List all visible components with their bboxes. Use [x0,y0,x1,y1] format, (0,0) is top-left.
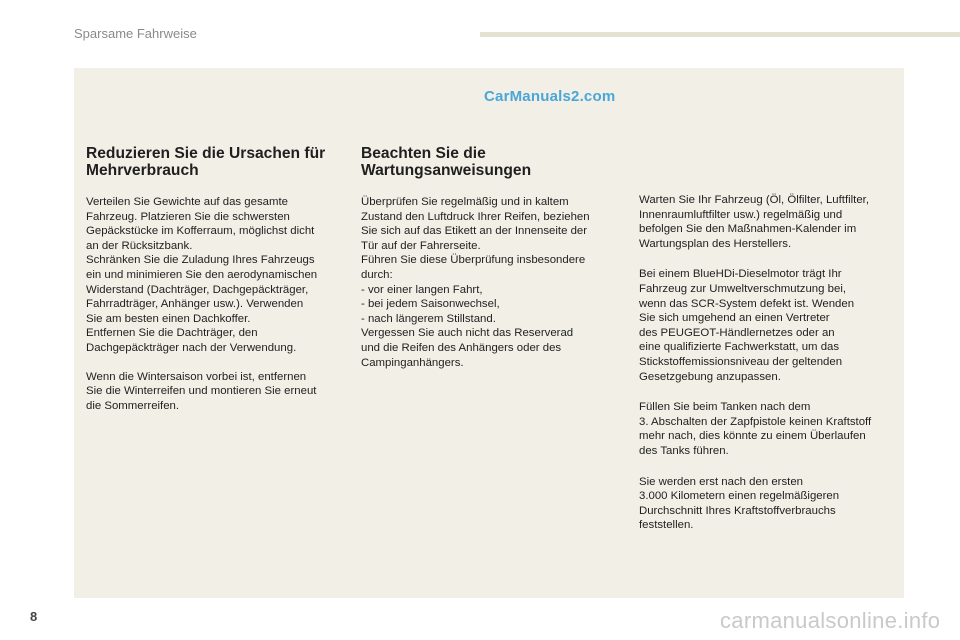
watermark-top: CarManuals2.com [484,88,616,105]
paragraph-average-consumption: Sie werden erst nach den ersten 3.000 Kilometern einen regelmäßigeren Durchschnitt Ihres Kraftstoffverbrauchs feststellen. [639,475,840,532]
paragraph-weight-distribution: Verteilen Sie Gewichte auf das gesamte Fahrzeug. Platzieren Sie die schwersten Gepäckstücke im Kofferraum, möglichst dicht an der Rücksitzbank. Schränken Sie die Zuladung Ihres Fahrzeugs ein und minimieren Sie den aerodynamischen Widerstand (Dachträger, Dachgepäckträger, Fahrradträger, Anhänger usw.). Verwenden Sie am besten einen Dachkoffer. Entfernen Sie die Dachträger, den Dachgepäckträger nach der Verwendung. [86,196,318,354]
page-number: 8 [30,609,38,624]
heading-maintenance: Beachten Sie die Wartungsanweisungen [361,145,532,179]
column-middle [361,145,623,384]
heading-reduce-consumption: Reduzieren Sie die Ursachen für Mehrverbrauch [86,145,326,179]
paragraph-refuelling: Füllen Sie beim Tanken nach dem 3. Abschalten der Zapfpistole keinen Kraftstoff mehr nach, dies könnte zu einem Überlaufen des Tanks führen. [639,401,872,457]
paragraph-bluehdi-scr: Bei einem BlueHDi-Dieselmotor trägt Ihr Fahrzeug zur Umweltverschmutzung bei, wenn das SCR-System defekt ist. Wenden Sie sich umgehend an einen Vertreter des PEUGEOT-Händlernetzes oder an eine qualifizierte Fachwerkstatt, um das Stickstoffemissionsniveau der geltenden Gesetzgebung anzupassen. [639,268,855,383]
column-right [639,193,901,547]
paragraph-tyre-pressure: Überprüfen Sie regelmäßig und in kaltem Zustand den Luftdruck Ihrer Reifen, beziehen Sie sich auf das Etikett an der Innenseite der Tür auf der Fahrerseite. Führen Sie diese Überprüfung insbesondere durch: - vor einer langen Fahrt, - bei jedem Saisonwechsel, - nach längerem Stillstand. Vergessen Sie auch nicht das Reserverad und die Reifen des Anhängers oder des Campinganhängers. [361,196,590,369]
paragraph-winter-tyres: Wenn die Wintersaison vorbei ist, entfernen Sie die Winterreifen und montieren Sie erneut die Sommerreifen. [86,370,317,412]
section-title: Sparsame Fahrweise [74,26,197,41]
paragraph-service-schedule: Warten Sie Ihr Fahrzeug (Öl, Ölfilter, Luftfilter, Innenraumluftfilter usw.) regelmäßig und befolgen Sie den Maßnahmen-Kalender im Wartungsplan des Herstellers. [639,194,870,250]
column-left [86,145,348,427]
header-divider [480,32,960,37]
watermark-bottom: carmanualsonline.info [720,608,941,633]
